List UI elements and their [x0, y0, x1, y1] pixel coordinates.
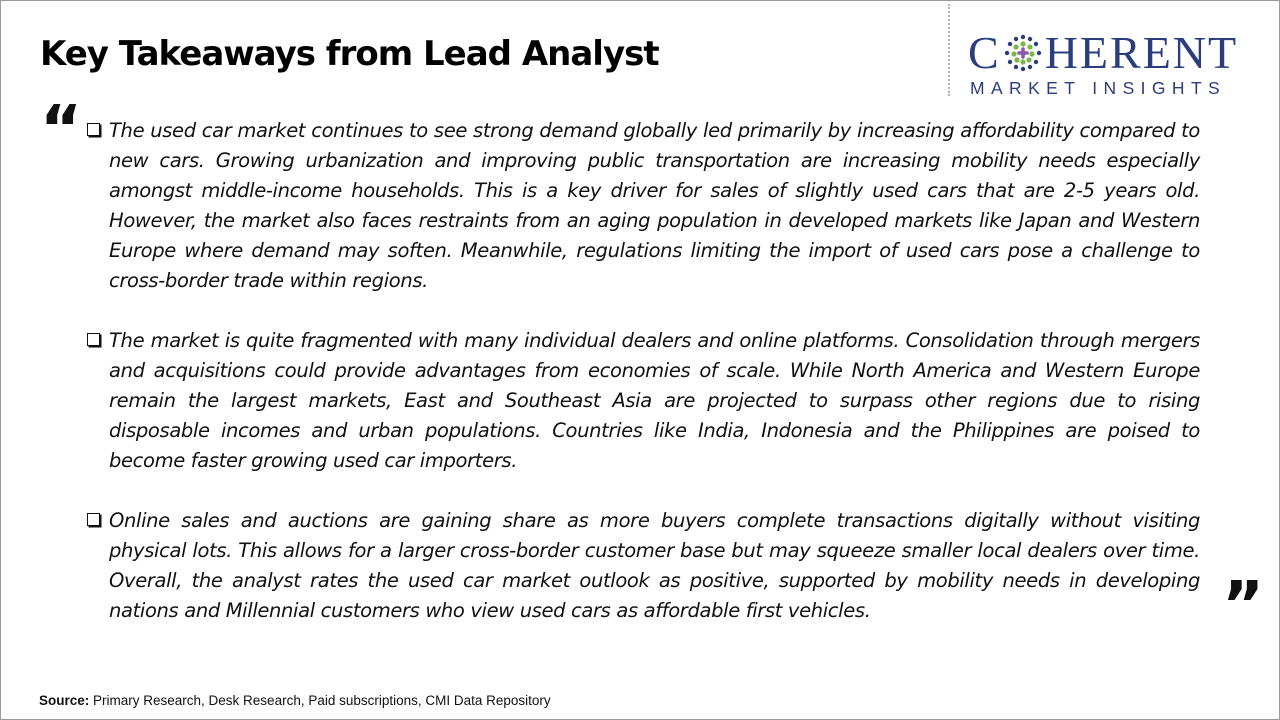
- takeaway-text: The used car market continues to see strong demand globally led primarily by increasing affordability compared to new cars. Growing urbanization and improving public transportation are increasing mobility needs especially amongst middle-income households. This is a key driver for sales of slightly used cars that are 2-5 years old. However, the market also faces restraints from an aging population in developed markets like Japan and Western Europe where demand may soften. Meanwhile, regulations limiting the import of used cars pose a challenge to cross-border trade within regions.: [109, 119, 1200, 292]
- checkbox-bullet-icon: [87, 513, 100, 526]
- list-item: [84, 116, 1200, 296]
- source-label: Source:: [39, 693, 90, 708]
- logo-letter-c: C: [968, 27, 1001, 78]
- checkbox-bullet-icon: [87, 123, 100, 136]
- source-text: Primary Research, Desk Research, Paid subscriptions, CMI Data Repository: [89, 693, 551, 708]
- brand-logo: [968, 27, 1263, 100]
- close-quote-icon: ”: [1222, 569, 1265, 643]
- open-quote-icon: “: [40, 93, 83, 167]
- dotted-globe-icon: [1002, 32, 1044, 74]
- list-item: [84, 506, 1200, 626]
- logo-wordmark: [968, 27, 1239, 78]
- checkbox-bullet-icon: [87, 333, 100, 346]
- logo-letters-herent: HERENT: [1044, 27, 1239, 78]
- source-note: [39, 693, 551, 708]
- header-divider: [948, 4, 950, 96]
- page-title: Key Takeaways from Lead Analyst: [40, 34, 659, 74]
- takeaways-list: [84, 116, 1200, 656]
- takeaway-text: The market is quite fragmented with many individual dealers and online platforms. Consolidation through mergers and acquisitions could provide advantages from economies of scale. While North America and Western Europe remain the largest markets, East and Southeast Asia are projected to surpass other regions due to rising disposable incomes and urban populations. Countries like India, Indonesia and the Philippines are poised to become faster growing used car importers.: [109, 329, 1200, 472]
- logo-tagline: MARKET INSIGHTS: [970, 78, 1227, 98]
- takeaway-text: Online sales and auctions are gaining share as more buyers complete transactions digitally without visiting physical lots. This allows for a larger cross-border customer base but may squeeze smaller local dealers over time. Overall, the analyst rates the used car market outlook as positive, supported by mobility needs in developing nations and Millennial customers who view used cars as affordable first vehicles.: [109, 509, 1200, 622]
- list-item: [84, 326, 1200, 476]
